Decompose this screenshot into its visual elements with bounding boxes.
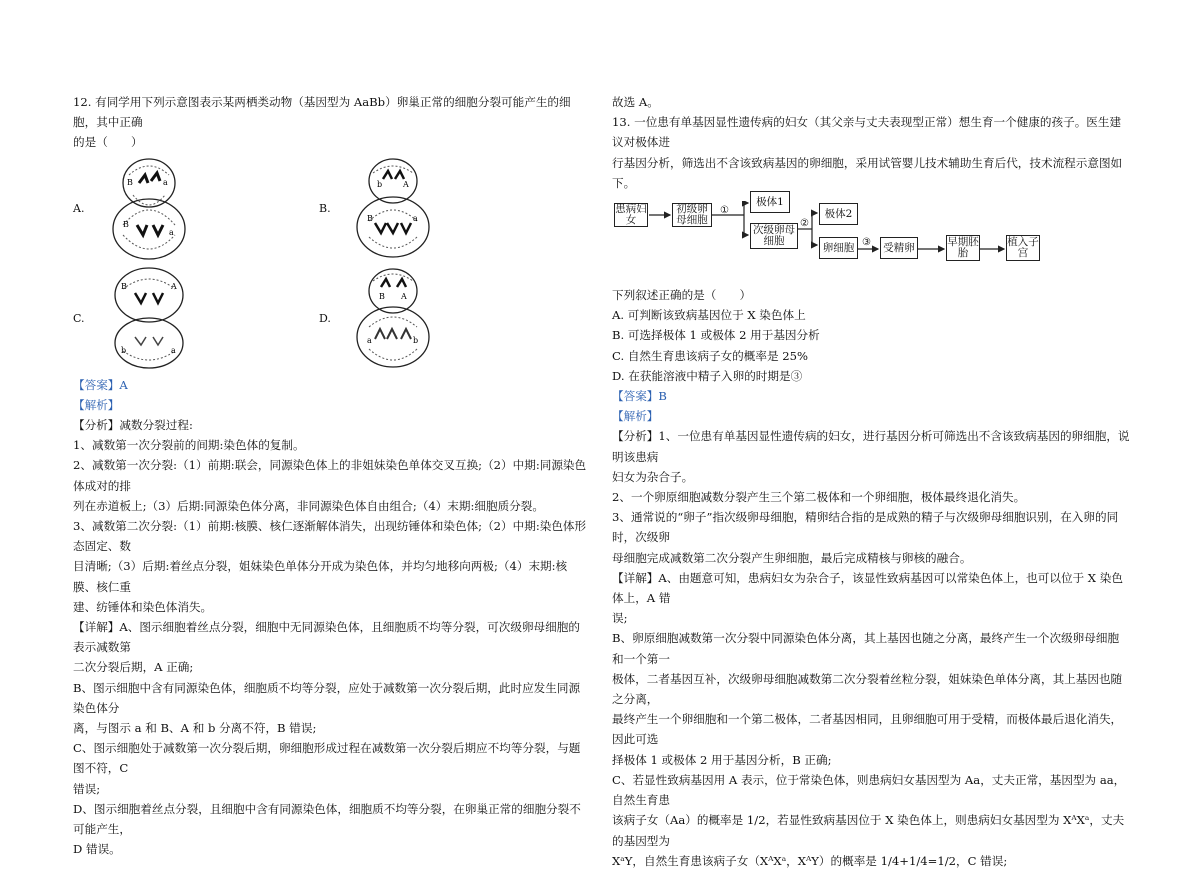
q13-question: 下列叙述正确的是（ ） <box>612 288 752 303</box>
q13-analysis-line: 【详解】A、由题意可知，患病妇女为杂合子，该显性致病基因可以常染色体上，也可以位于 X 染色体上，A 错 <box>612 570 1123 606</box>
svg-text:b: b <box>121 345 127 355</box>
svg-text:A: A <box>403 179 409 189</box>
q13-analysis-line: 误; <box>612 611 628 626</box>
q13-analysis-line: C、若显性致病基因用 A 表示，位于常染色体，则患病妇女基因型为 Aa，丈夫正常，基因型为 aa，自然生育患 <box>612 772 1126 808</box>
svg-text:a: a <box>169 227 174 237</box>
q12-answer: 【答案】A <box>73 377 128 392</box>
q12-analysis-line: 建、纺锤体和染色体消失。 <box>73 599 213 614</box>
q12-conclusion: 故选 A。 <box>612 95 659 109</box>
q12-stem-line1: 12. 有同学用下列示意图表示某两栖类动物（基因型为 AaBb）卵巢正常的细胞分裂可能产生的细胞，其中正确 <box>73 95 571 130</box>
q12-analysis-line: 1、减数第一次分裂前的间期:染色体的复制。 <box>73 438 305 453</box>
svg-text:b: b <box>413 335 419 345</box>
svg-text:B: B <box>127 177 133 187</box>
svg-text:a: a <box>413 213 418 223</box>
option-d-label: D. <box>319 311 331 325</box>
q13-analysis-line: XᵃY，自然生育患该病子女（XᴬXᵃ，XᴬY）的概率是 1/4+1/4=1/2，C 错误; <box>612 853 1008 868</box>
option-d-cell-diagram <box>343 265 443 371</box>
option-a-label: A. <box>73 201 85 215</box>
svg-text:b: b <box>377 179 383 189</box>
svg-text:A: A <box>401 291 407 301</box>
q13-analysis-line: 最终产生一个卵细胞和一个第二极体，二者基因相同，且卵细胞可用于受精，而极体最后退化消失，因此可选 <box>612 712 1123 747</box>
q12-stem-line2: 的是（ ） <box>73 135 143 150</box>
q13-analysis-line: 该病子女（Aa）的概率是 1/2，若显性致病基因位于 X 染色体上，则患病妇女基因型为 XᴬXᵃ，丈夫的基因型为 <box>612 813 1125 848</box>
svg-text:a: a <box>367 335 372 345</box>
q13-choice-a: A. 可判断该致病基因位于 X 染色体上 <box>612 308 806 323</box>
flow-box-early-embryo: 早期胚胎 <box>947 236 979 260</box>
q12-analysis-line: 【分析】减数分裂过程: <box>73 418 193 433</box>
flow-box-secondary-oocyte: 次级卵母细胞 <box>750 223 798 249</box>
q12-analysis-line: 【详解】A、图示细胞着丝点分裂，细胞中无同源染色体，且细胞质不均等分裂，可次级卵母细胞的表示减数第 <box>73 620 580 655</box>
q12-analysis-line: 错误; <box>73 781 101 796</box>
q13-answer: 【答案】B <box>612 389 667 404</box>
q12-analysis-line: B、图示细胞中含有同源染色体，细胞质不均等分裂，应处于减数第一次分裂后期，此时应发生同源染色体分 <box>73 680 581 715</box>
q13-analysis-heading: 【解析】 <box>612 409 659 424</box>
q13-choice-b: B. 可选择极体 1 或极体 2 用于基因分析 <box>612 328 820 343</box>
svg-text:A: A <box>171 281 177 291</box>
q13-analysis-line: 母细胞完成减数第二次分裂产生卵细胞，最后完成精核与卵核的融合。 <box>612 550 972 565</box>
q13-analysis-line: 极体，二者基因互补，次级卵母细胞减数第二次分裂着丝粒分裂，姐妹染色单体分离，其上基因也随之分离， <box>612 671 1123 707</box>
option-c-cell-diagram <box>99 265 199 371</box>
q13-analysis-line: 2、一个卵原细胞减数分裂产生三个第二极体和一个卵细胞，极体最终退化消失。 <box>612 490 1026 505</box>
q12-figure-row-2 <box>73 265 589 371</box>
option-a-cell-diagram <box>99 155 199 261</box>
flow-box-patient: 患病妇女 <box>615 203 647 227</box>
option-b-cell-diagram <box>343 155 443 261</box>
flow-box-fertilized-egg: 受精卵 <box>880 237 918 259</box>
q12-analysis-line: 二次分裂后期，A 正确; <box>73 660 194 675</box>
q12-analysis-line: 3、减数第二次分裂:（1）前期:核膜、核仁逐渐解体消失，出现纺锤体和染色体;（2）中期:染色体形态固定、数 <box>73 519 587 554</box>
flow-box-primary-oocyte: 初级卵母细胞 <box>672 203 712 227</box>
left-column <box>73 92 589 859</box>
q13-flow-diagram <box>612 195 1130 275</box>
q13-choice-d: D. 在获能溶液中精子入卵的时期是③ <box>612 368 803 383</box>
svg-text:B: B <box>367 213 373 223</box>
q12-analysis-line: 离，与图示 a 和 B、A 和 b 分离不符，B 错误; <box>73 721 317 736</box>
option-c-label: C. <box>73 311 85 325</box>
q12-analysis-line: D 错误。 <box>73 842 121 857</box>
q12-analysis-line: 列在赤道板上;（3）后期:同源染色体分离，非同源染色体自由组合;（4）末期:细胞质分裂。 <box>73 498 544 513</box>
svg-text:B: B <box>123 219 129 229</box>
q13-analysis-line: 择极体 1 或极体 2 用于基因分析，B 正确; <box>612 752 832 767</box>
flow-box-egg: 卵细胞 <box>819 237 858 259</box>
q13-stem-line2: 行基因分析，筛选出不含该致病基因的卵细胞，采用试管婴儿技术辅助生育后代，技术流程示意图如下。 <box>612 155 1123 190</box>
flow-step-3: ③ <box>862 237 871 249</box>
q12-analysis-line: 2、减数第一次分裂:（1）前期:联会，同源染色体上的非姐妹染色单体交叉互换;（2）中期:同源染色体成对的排 <box>73 458 587 493</box>
right-column <box>612 92 1130 871</box>
q13-analysis-line: 3、通常说的“卵子”指次级卵母细胞，精卵结合指的是成熟的精子与次级卵母细胞识别，在入卵的同时，次级卵 <box>612 510 1119 545</box>
flow-step-1: ① <box>720 205 729 217</box>
flow-step-2: ② <box>800 218 809 230</box>
q13-analysis-line: 【分析】1、一位患有单基因显性遗传病的妇女，进行基因分析可筛选出不含该致病基因的卵细胞，说明该患病 <box>612 429 1130 464</box>
svg-text:B: B <box>379 291 385 301</box>
flow-box-polar-body-1: 极体1 <box>750 191 790 213</box>
q12-figure-row-1 <box>73 155 589 261</box>
q12-analysis-heading: 【解析】 <box>73 397 120 412</box>
q12-analysis-line: 目清晰;（3）后期:着丝点分裂，姐妹染色单体分开成为染色体，并均匀地移向两极;（4）末期:核膜、核仁重 <box>73 559 568 594</box>
q12-analysis-line: C、图示细胞处于减数第一次分裂后期，卵细胞形成过程在减数第一次分裂后期应不均等分裂，与题图不符，C <box>73 741 581 776</box>
q12-analysis-line: D、图示细胞着丝点分裂，且细胞中含有同源染色体，细胞质不均等分裂，在卵巢正常的细胞分裂不可能产生， <box>73 801 581 837</box>
flow-box-implant-uterus: 植入子宫 <box>1007 236 1039 260</box>
option-b-label: B. <box>319 201 331 215</box>
q13-stem-line1: 13. 一位患有单基因显性遗传病的妇女（其父亲与丈夫表现型正常）想生育一个健康的孩子。医生建议对极体进 <box>612 115 1122 150</box>
svg-text:a: a <box>163 177 168 187</box>
flow-box-polar-body-2: 极体2 <box>819 203 858 225</box>
q13-analysis-line: 妇女为杂合子。 <box>612 469 694 484</box>
q13-choice-c: C. 自然生育患该病子女的概率是 25% <box>612 348 809 363</box>
q13-analysis-line: B、卵原细胞减数第一次分裂中同源染色体分离，其上基因也随之分离，最终产生一个次级卵母细胞和一个第一 <box>612 631 1120 666</box>
svg-text:a: a <box>171 345 176 355</box>
svg-text:B: B <box>121 281 127 291</box>
